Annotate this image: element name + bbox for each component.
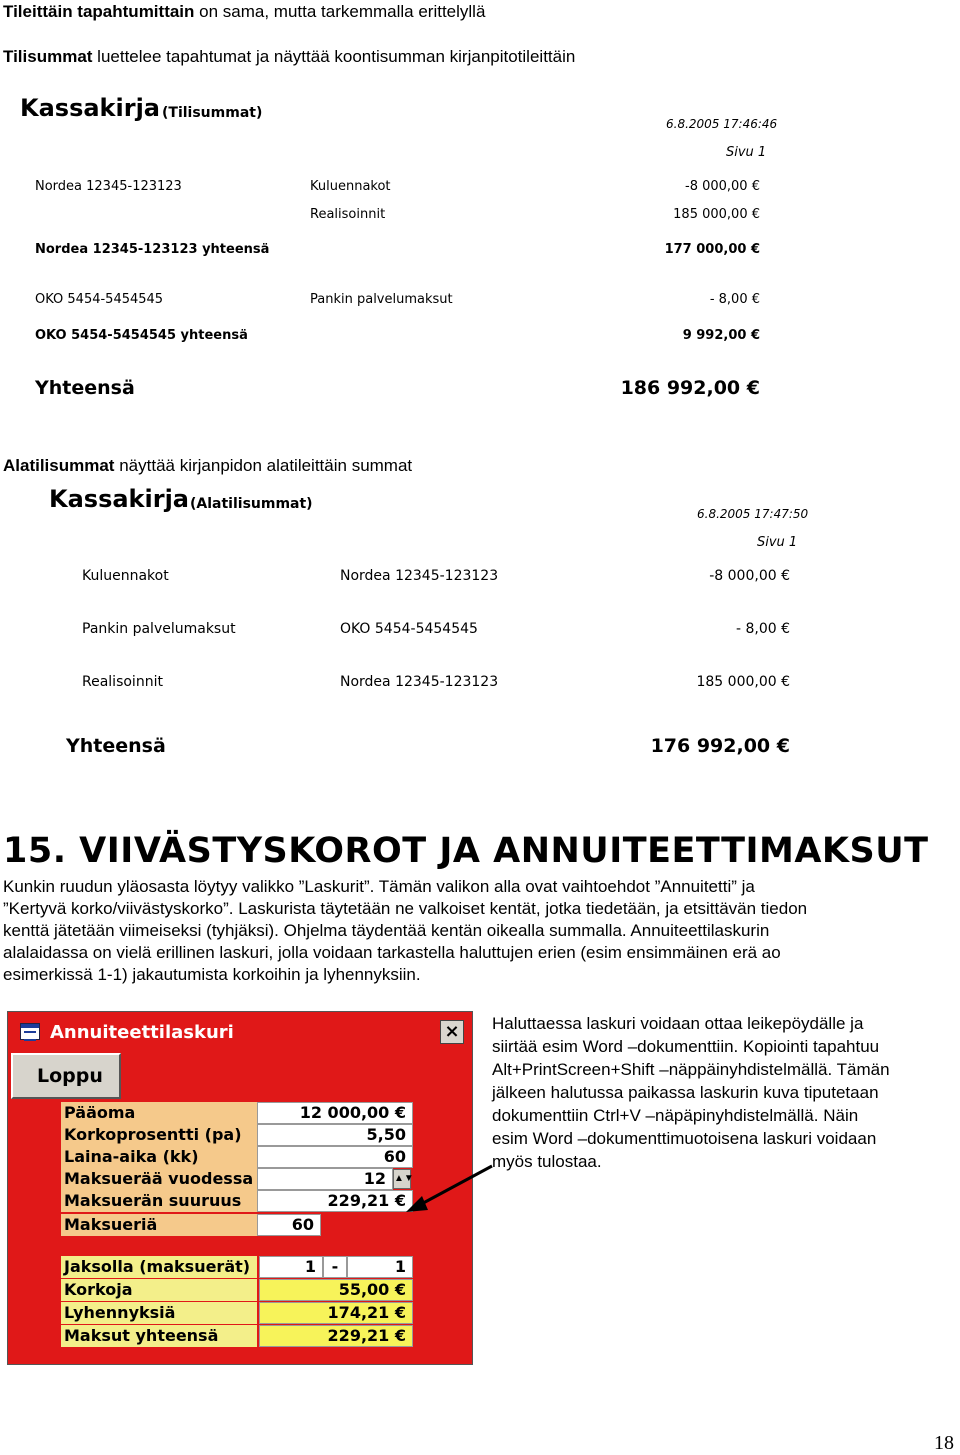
side-text-line: Haluttaessa laskuri voidaan ottaa leikepöydälle ja — [492, 1014, 864, 1033]
report-total-label: Yhteensä — [66, 735, 166, 757]
side-text-line: esim Word –dokumenttimuotoisena laskuri voidaan — [492, 1129, 877, 1148]
report-amount: - 8,00 € — [735, 621, 790, 637]
report-account: OKO 5454-5454545 — [340, 621, 478, 637]
report-total-value: 176 992,00 € — [650, 735, 790, 757]
paragraph-line: ”Kertyvä korko/viivästyskorko”. Laskurista täytetään ne valkoiset kentät, jotka tiedetään, ja etsittävän tiedon — [3, 899, 808, 918]
report-subtitle: (Alatilisummat) — [190, 496, 313, 512]
report-account: Nordea 12345-123123 — [340, 568, 499, 584]
korkoja-value: 55,00 € — [259, 1279, 413, 1301]
period-from-input[interactable]: 1 — [259, 1256, 323, 1278]
intro-line-2-bold: Tilisummat — [3, 47, 93, 66]
report-subtitle: (Tilisummat) — [162, 105, 263, 121]
korkoprosentti-input[interactable]: 5,50 — [257, 1124, 413, 1146]
spin-arrows-icon[interactable]: ▲▼ — [393, 1169, 411, 1189]
maksueraa-vuodessa-select[interactable]: 12 — [257, 1168, 393, 1190]
field-label: Korkoprosentti (pa) — [61, 1124, 257, 1146]
report-category: Realisoinnit — [82, 674, 163, 690]
intro-line-1-rest: on sama, mutta tarkemmalla erittelyllä — [194, 2, 486, 21]
paragraph-line: kenttä jätetään viimeiseksi (tyhjäksi). Ohjelma täydentää kentän oikealla summalla. Annuiteettilaskurin — [3, 921, 770, 940]
report-account-subtotal: OKO 5454-5454545 yhteensä — [35, 328, 248, 343]
section-paragraph — [3, 876, 953, 986]
side-text-line: myös tulostaa. — [492, 1152, 602, 1171]
report-title: Kassakirja — [49, 485, 190, 513]
intro-line-2-rest: luettelee tapahtumat ja näyttää koontisumman kirjanpitotileittäin — [92, 47, 576, 66]
paaoma-input[interactable]: 12 000,00 € — [257, 1102, 413, 1124]
side-text-line: dokumenttiin Ctrl+V –näpäpinyhdistelmällä. Näin — [492, 1106, 859, 1125]
paragraph-line: alalaidassa on vielä erillinen laskuri, jolla voidaan tarkastella haluttujen erien (esim ensimmäinen erä ao — [3, 943, 781, 962]
period-label: Jaksolla (maksuerät) — [61, 1256, 257, 1278]
window-titlebar[interactable] — [10, 1014, 470, 1049]
report-title: Kassakirja — [20, 94, 161, 122]
report-category: Pankin palvelumaksut — [82, 621, 236, 637]
report-alatilisummat — [0, 480, 960, 770]
period-to-input[interactable]: 1 — [347, 1256, 413, 1278]
mid-line-rest: näyttää kirjanpidon alatileittäin summat — [114, 456, 413, 475]
report-amount: -8 000,00 € — [685, 179, 760, 194]
page-number: 18 — [934, 1432, 954, 1454]
report-amount: -8 000,00 € — [709, 568, 790, 584]
close-button[interactable]: × — [440, 1020, 464, 1044]
laina-aika-input[interactable]: 60 — [257, 1146, 413, 1168]
pointer-arrow-icon — [400, 1160, 500, 1220]
section-heading — [3, 831, 929, 871]
loppu-button[interactable]: Loppu — [11, 1053, 121, 1099]
intro-line-1 — [3, 1, 485, 23]
report-subtotal-amount: 177 000,00 € — [664, 242, 760, 257]
paragraph-line: esimerkissä 1-1) jakautumista korkoihin ja lyhennyksiin. — [3, 965, 421, 984]
report-account: Nordea 12345-123123 — [35, 179, 182, 194]
report-category: Pankin palvelumaksut — [310, 292, 453, 307]
report-amount: - 8,00 € — [709, 292, 760, 307]
report-tilisummat — [0, 88, 960, 418]
maksueran-suuruus-input[interactable]: 229,21 € — [257, 1190, 413, 1212]
report-account: OKO 5454-5454545 — [35, 292, 164, 307]
side-text — [492, 1012, 958, 1173]
window-app-icon — [20, 1023, 40, 1040]
paragraph-line: Kunkin ruudun yläosasta löytyy valikko ”Laskurit”. Tämän valikon alla ovat vaihtoehdot ”Annuitetti” ja — [3, 877, 755, 896]
period-dash: - — [323, 1256, 347, 1278]
field-label: Maksueriä — [61, 1214, 257, 1236]
side-text-line: jälkeen halutussa paikassa laskurin kuva tiputetaan — [492, 1083, 879, 1102]
maksut-yhteensa-value: 229,21 € — [259, 1325, 413, 1347]
report-datetime: 6.8.2005 17:46:46 — [666, 117, 778, 131]
intro-line-1-bold: Tileittäin tapahtumittain — [3, 2, 195, 21]
lyhennyksia-value: 174,21 € — [259, 1302, 413, 1324]
report-page: Sivu 1 — [726, 145, 767, 160]
side-text-line: siirtää esim Word –dokumenttiin. Kopiointi tapahtuu — [492, 1037, 880, 1056]
intro-line-2 — [3, 46, 575, 68]
field-label: Maksuerän suuruus — [61, 1190, 257, 1212]
result-label: Maksut yhteensä — [61, 1325, 257, 1347]
report-category: Kuluennakot — [310, 179, 391, 194]
field-label: Laina-aika (kk) — [61, 1146, 257, 1168]
maksuerat-input[interactable]: 60 — [257, 1214, 321, 1236]
report-page: Sivu 1 — [757, 535, 798, 550]
mid-line-bold: Alatilisummat — [3, 456, 115, 475]
report-account: Nordea 12345-123123 — [340, 674, 499, 690]
report-amount: 185 000,00 € — [696, 674, 790, 690]
result-label: Korkoja — [61, 1279, 257, 1301]
field-label: Maksuerää vuodessa — [61, 1168, 257, 1190]
report-total-label: Yhteensä — [35, 377, 135, 399]
report-account-subtotal: Nordea 12345-123123 yhteensä — [35, 242, 270, 257]
section-heading-text: 15. VIIVÄSTYSKOROT JA ANNUITEETTIMAKSUT — [3, 831, 929, 871]
side-text-line: Alt+PrintScreen+Shift –näppäinyhdistelmällä. Tämän — [492, 1060, 890, 1079]
report-category: Kuluennakot — [82, 568, 169, 584]
report-total-value: 186 992,00 € — [620, 377, 760, 399]
report-category: Realisoinnit — [310, 207, 386, 222]
report-amount: 185 000,00 € — [673, 207, 760, 222]
mid-line — [3, 455, 412, 477]
report-datetime: 6.8.2005 17:47:50 — [697, 507, 809, 521]
field-label: Pääoma — [61, 1102, 257, 1124]
report-subtotal-amount: 9 992,00 € — [682, 328, 760, 343]
window-title: Annuiteettilaskuri — [50, 1022, 234, 1043]
result-label: Lyhennyksiä — [61, 1302, 257, 1324]
